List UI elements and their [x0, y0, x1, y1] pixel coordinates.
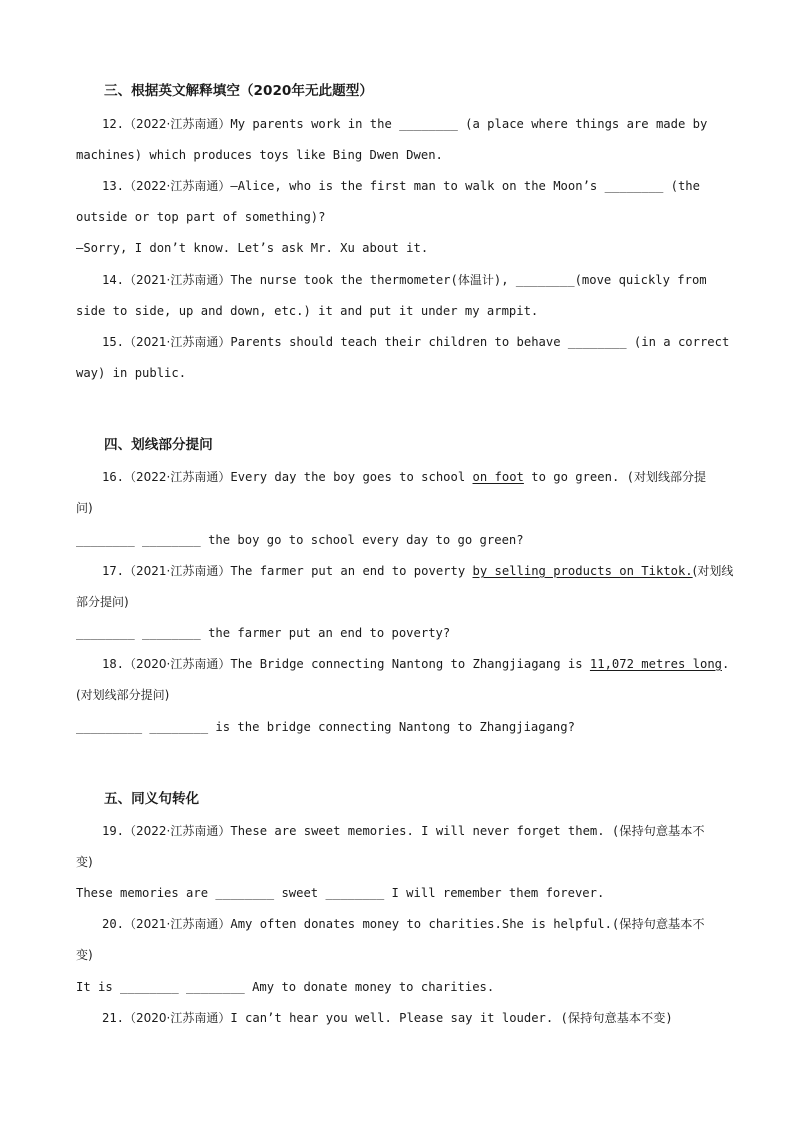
question-18-line-2: (对划线部分提问)	[76, 688, 170, 702]
source-tag: （2021·江苏南通）	[124, 335, 231, 349]
source-tag: （2022·江苏南通）	[124, 824, 231, 838]
source-tag: （2021·江苏南通）	[124, 917, 231, 931]
question-16-answer-line: ________ ________ the boy go to school every day to go green?	[76, 533, 524, 547]
source-tag: （2022·江苏南通）	[124, 117, 231, 131]
question-20-line-2: 变)	[76, 948, 93, 962]
question-20-line-1	[102, 916, 705, 932]
question-number: 12.	[102, 117, 125, 131]
question-text: —Alice, who is the first man to walk on the Moon’s ________ (the	[230, 179, 700, 193]
source-tag: （2022·江苏南通）	[124, 470, 231, 484]
question-20-answer-line: It is ________ ________ Amy to donate money to charities.	[76, 980, 495, 994]
source-tag: （2021·江苏南通）	[124, 273, 231, 287]
question-13-line-1	[102, 178, 700, 194]
underlined-phrase: 11,072 metres long	[589, 657, 722, 671]
question-number: 15.	[102, 335, 125, 349]
question-text: The farmer put an end to poverty	[230, 564, 473, 578]
question-text: I can’t hear you well. Please say it louder. (保持句意基本不变)	[230, 1011, 673, 1025]
section-3-heading: 三、根据英文解释填空（2020年无此题型）	[104, 83, 373, 99]
question-15-line-2: way) in public.	[76, 366, 187, 380]
question-13-line-2: outside or top part of something)?	[76, 210, 326, 224]
question-18-line-1	[102, 656, 729, 672]
question-number: 21.	[102, 1011, 125, 1025]
question-18-answer-line: _________ ________ is the bridge connecting Nantong to Zhangjiagang?	[76, 720, 575, 734]
question-17-line-1	[102, 563, 733, 579]
section-5-heading: 五、同义句转化	[104, 791, 200, 807]
question-14-line-1	[102, 272, 707, 288]
question-19-line-2: 变)	[76, 855, 93, 869]
question-text: These are sweet memories. I will never forget them. (保持句意基本不	[230, 824, 705, 838]
source-tag: （2020·江苏南通）	[124, 1011, 231, 1025]
question-16-line-1	[102, 469, 706, 485]
source-tag: （2020·江苏南通）	[124, 657, 231, 671]
question-19-answer-line: These memories are ________ sweet ________ I will remember them forever.	[76, 886, 605, 900]
question-text: My parents work in the ________ (a place where things are made by	[230, 117, 708, 131]
question-14-line-2: side to side, up and down, etc.) it and put it under my armpit.	[76, 304, 539, 318]
question-text: The nurse took the thermometer(	[230, 273, 458, 287]
question-number: 16.	[102, 470, 125, 484]
underlined-phrase: on foot	[472, 470, 524, 484]
question-12-line-1	[102, 116, 707, 132]
question-text: Amy often donates money to charities.She is helpful.(保持句意基本不	[230, 917, 705, 931]
question-text: Parents should teach their children to behave ________ (in a correct	[230, 335, 730, 349]
question-17-answer-line: ________ ________ the farmer put an end to poverty?	[76, 626, 451, 640]
source-tag: （2022·江苏南通）	[124, 179, 231, 193]
question-19-line-1	[102, 823, 705, 839]
source-tag: （2021·江苏南通）	[124, 564, 231, 578]
question-17-line-2: 部分提问)	[76, 595, 129, 609]
question-15-line-1	[102, 334, 729, 350]
question-number: 17.	[102, 564, 125, 578]
question-16-line-2: 问)	[76, 501, 93, 515]
question-text: Every day the boy goes to school	[230, 470, 473, 484]
underlined-phrase: by selling products on Tiktok.	[472, 564, 693, 578]
question-number: 19.	[102, 824, 125, 838]
question-text: ), ________(move quickly from	[493, 273, 707, 287]
question-number: 20.	[102, 917, 125, 931]
question-text: The Bridge connecting Nantong to Zhangjiagang is	[230, 657, 590, 671]
instruction: 对划线部分提	[633, 470, 706, 484]
question-12-line-2: machines) which produces toys like Bing Dwen Dwen.	[76, 148, 443, 162]
question-number: 18.	[102, 657, 125, 671]
question-number: 14.	[102, 273, 125, 287]
question-text: to go green. (	[523, 470, 634, 484]
section-4-heading: 四、划线部分提问	[104, 437, 213, 453]
question-13-line-3: —Sorry, I don’t know. Let’s ask Mr. Xu about it.	[76, 241, 429, 255]
question-number: 13.	[102, 179, 125, 193]
question-21-line-1	[102, 1010, 673, 1026]
chinese-gloss: 体温计	[457, 273, 494, 287]
question-text: .	[722, 657, 730, 671]
instruction: (对划线	[692, 564, 734, 578]
